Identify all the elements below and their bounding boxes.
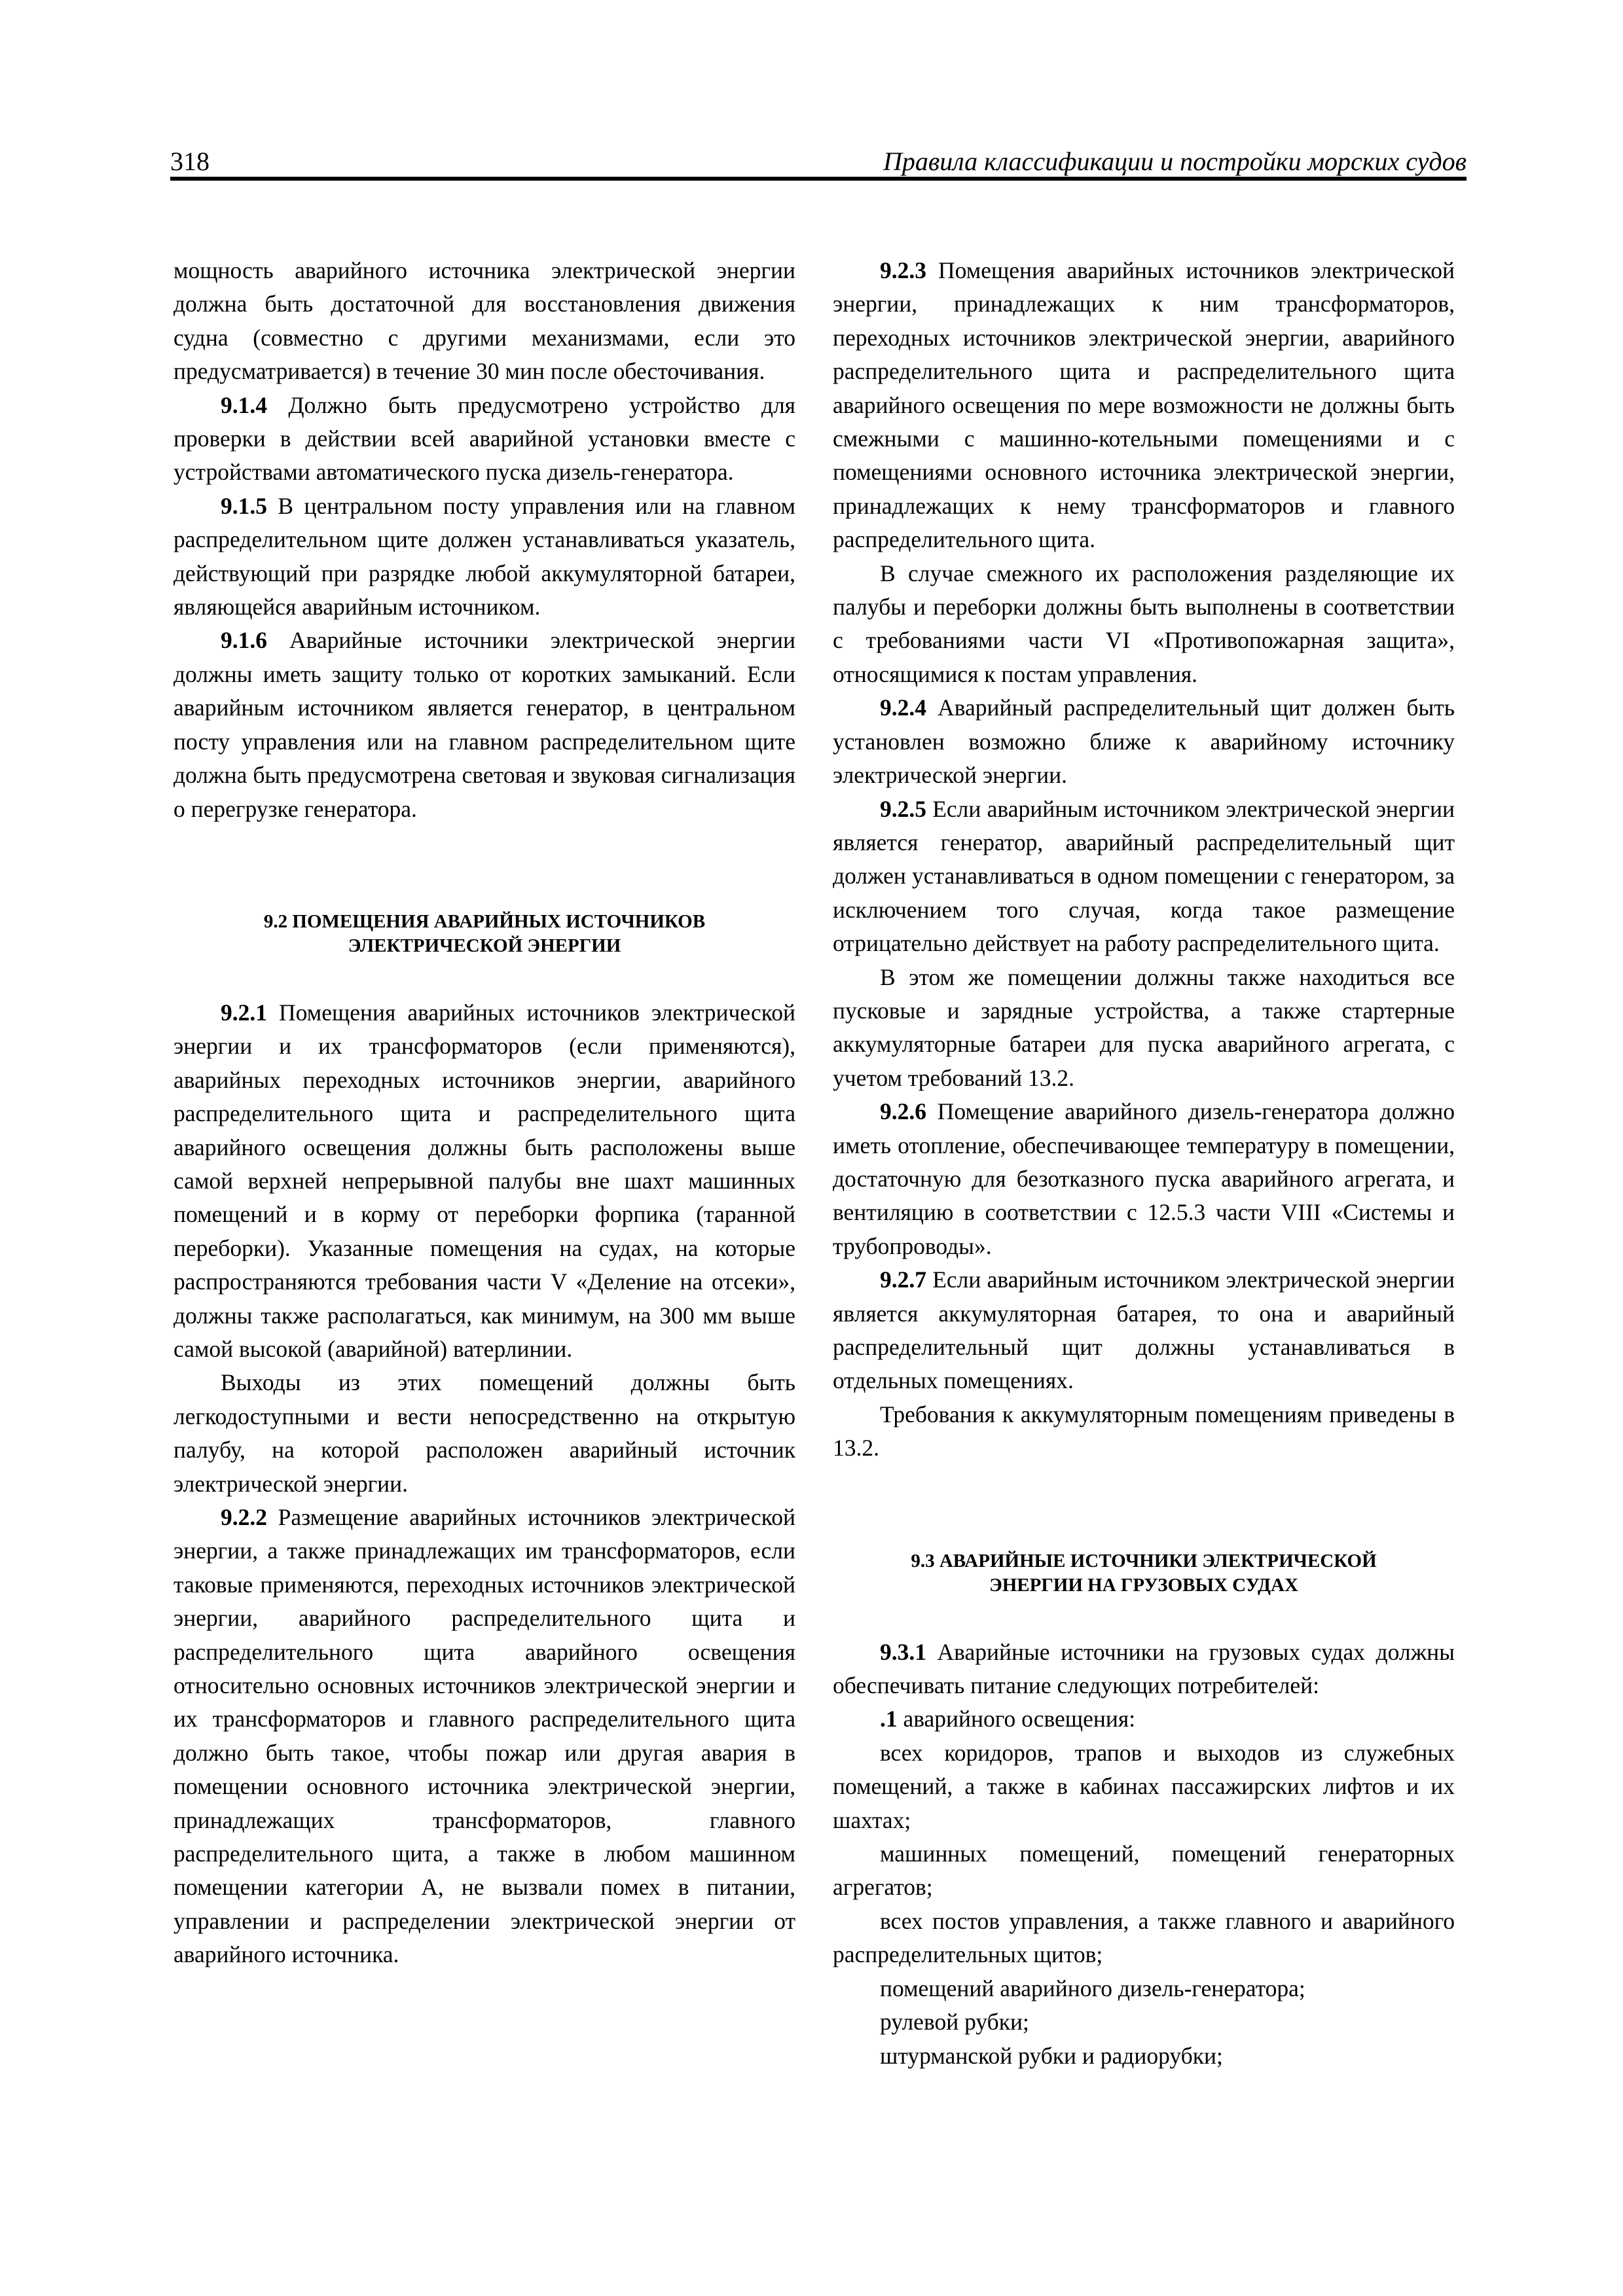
clause-text: Аварийные источники на грузовых судах должны обеспечивать питание следующих потребителей: (833, 1638, 1455, 1699)
heading-line: ЭНЕРГИИ НА ГРУЗОВЫХ СУДАХ (989, 1574, 1298, 1596)
clause-number: 9.1.6 (221, 627, 267, 654)
clause-number: 9.3.1 (880, 1638, 926, 1665)
clause-number: 9.2.2 (221, 1504, 267, 1530)
clause-text: В центральном посту управления или на главном распределительном щите должен устанавливаться указатель, действующий при разрядке любой аккумуляторной батареи, являющейся аварийным источником. (173, 492, 795, 620)
right-column (833, 254, 1455, 2073)
section-gap (833, 1465, 1455, 1549)
paragraph-9-2-5 (833, 793, 1455, 961)
paragraph-9-2-1-exits: Выходы из этих помещений должны быть легкодоступными и вести непосредственно на открытую палубу, на которой расположен аварийный источник электрической энергии. (173, 1369, 795, 1497)
clause-text: Помещения аварийных источников электрической энергии и их трансформаторов (если применяются), аварийных переходных источников энергии, аварийного распределительного щита и распределительного щита аварийного освещения должны быть расположены выше самой верхней непрерывной палубы вне шахт машинных помещений и в корму от переборки форпика (таранной переборки). Указанные помещения на судах, на которые распространяются требования части V «Деление на отсеки», должны также располагаться, как минимум, на 300 мм выше самой высокой (аварийной) ватерлинии. (173, 999, 795, 1362)
list-entry: машинных помещений, помещений генераторных агрегатов; (833, 1840, 1455, 1901)
clause-text: Размещение аварийных источников электрической энергии, а также принадлежащих им трансформаторов, если таковые применяются, переходных источников электрической энергии, аварийного распределительного щита и распределительного щита аварийного освещения относительно основных источников электрической энергии и их трансформаторов и главного распределительного щита должно быть такое, чтобы пожар или другая авария в помещении основного источника электрической энергии, принадлежащих трансформаторов, главного распределительного щита, а также в любом машинном помещении категории А, не вызвали помех в питании, управлении и распределении электрической энергии от аварийного источника. (173, 1504, 795, 1968)
running-title: Правила классификации и постройки морских судов (883, 147, 1467, 176)
paragraph-9-1-5 (173, 490, 795, 624)
list-entry: рулевой рубки; (880, 2009, 1029, 2036)
clause-text: Если аварийным источником электрической энергии является генератор, аварийный распределительный щит должен устанавливаться в одном помещении с генератором, за исключением того случая, когда такое размещение отрицательно действует на работу распределительного щита. (833, 795, 1455, 957)
page-number: 318 (170, 147, 210, 176)
paragraph-9-2-4 (833, 691, 1455, 792)
clause-number: 9.1.5 (221, 492, 267, 519)
section-gap (833, 1598, 1455, 1636)
paragraph-9-2-7-requirements: Требования к аккумуляторным помещениям приведены в 13.2. (833, 1401, 1455, 1462)
list-entry: помещений аварийного дизель-генератора; (880, 1975, 1305, 2001)
clause-number: 9.1.4 (221, 391, 267, 418)
heading-line: 9.2 ПОМЕЩЕНИЯ АВАРИЙНЫХ ИСТОЧНИКОВ (263, 910, 706, 932)
clause-text: Аварийный распределительный щит должен быть установлен возможно ближе к аварийному источнику электрической энергии. (833, 694, 1455, 789)
item-number: .1 (880, 1706, 898, 1732)
paragraph-9-2-3 (833, 254, 1455, 557)
clause-number: 9.2.4 (880, 694, 926, 721)
heading-line: 9.3 АВАРИЙНЫЕ ИСТОЧНИКИ ЭЛЕКТРИЧЕСКОЙ (911, 1550, 1377, 1571)
item-text: аварийного освещения: (897, 1706, 1136, 1732)
clause-number: 9.2.3 (880, 257, 926, 283)
clause-text: Помещения аварийных источников электрической энергии, принадлежащих к ним трансформаторов, переходных источников электрической энергии, аварийного распределительного щита и распределительного щита аварийного освещения по мере возможности не должны быть смежными с машинно-котельными помещениями и с помещениями основного источника электрической энергии, принадлежащих к нему трансформаторов и главного распределительного щита. (833, 257, 1455, 553)
paragraph-9-1-6 (173, 624, 795, 825)
paragraph-continued: мощность аварийного источника электрической энергии должна быть достаточной для восстановления движения судна (совместно с другими механизмами, если это предусматривается) в течение 30 мин после обесточивания. (173, 257, 795, 385)
paragraph-9-1-4 (173, 389, 795, 490)
paragraph-9-2-6 (833, 1095, 1455, 1263)
left-column (173, 254, 795, 1972)
clause-number: 9.2.7 (880, 1266, 926, 1293)
section-gap (173, 958, 795, 996)
list-entry: всех коридоров, трапов и выходов из служебных помещений, а также в кабинах пассажирских лифтов и их шахтах; (833, 1739, 1455, 1833)
paragraph-9-2-1 (173, 996, 795, 1366)
clause-number: 9.2.6 (880, 1098, 926, 1125)
clause-number: 9.2.5 (880, 795, 926, 822)
paragraph-9-2-2 (173, 1501, 795, 1972)
header-rule (170, 177, 1467, 181)
heading-line: ЭЛЕКТРИЧЕСКОЙ ЭНЕРГИИ (348, 935, 621, 956)
section-heading-9-3 (833, 1549, 1455, 1598)
page-header (170, 145, 1467, 178)
list-item-1 (833, 1702, 1455, 1736)
paragraph-9-2-3-adjacent: В случае смежного их расположения разделяющие их палубы и переборки должны быть выполнены в соответствии с требованиями части VI «Противопожарная защита», относящимися к постам управления. (833, 560, 1455, 687)
clause-text: Если аварийным источником электрической энергии является аккумуляторная батарея, то она и аварийный распределительный щит должны устанавливаться в отдельных помещениях. (833, 1266, 1455, 1394)
section-gap (173, 826, 795, 910)
clause-number: 9.2.1 (221, 999, 267, 1026)
clause-text: Помещение аварийного дизель-генератора должно иметь отопление, обеспечивающее температуру в помещении, достаточную для безотказного пуска аварийного агрегата, и вентиляцию в соответствии с 12.5.3 части VIII «Системы и трубопроводы». (833, 1098, 1455, 1259)
list-entry: всех постов управления, а также главного и аварийного распределительных щитов; (833, 1907, 1455, 1968)
paragraph-9-3-1 (833, 1636, 1455, 1703)
paragraph-9-2-7 (833, 1263, 1455, 1398)
section-heading-9-2 (173, 910, 795, 958)
clause-text: Должно быть предусмотрено устройство для проверки в действии всей аварийной установки вместе с устройствами автоматического пуска дизель-генератора. (173, 391, 795, 486)
list-entry: штурманской рубки и радиорубки; (880, 2042, 1223, 2069)
paragraph-9-2-5-room: В этом же помещении должны также находиться все пусковые и зарядные устройства, а также стартерные аккумуляторные батареи для пуска аварийного агрегата, с учетом требований 13.2. (833, 963, 1455, 1091)
clause-text: Аварийные источники электрической энергии должны иметь защиту только от коротких замыканий. Если аварийным источником является генератор, в центральном посту управления или на главном распределительном щите должна быть предусмотрена световая и звуковая сигнализация о перегрузке генератора. (173, 627, 795, 822)
